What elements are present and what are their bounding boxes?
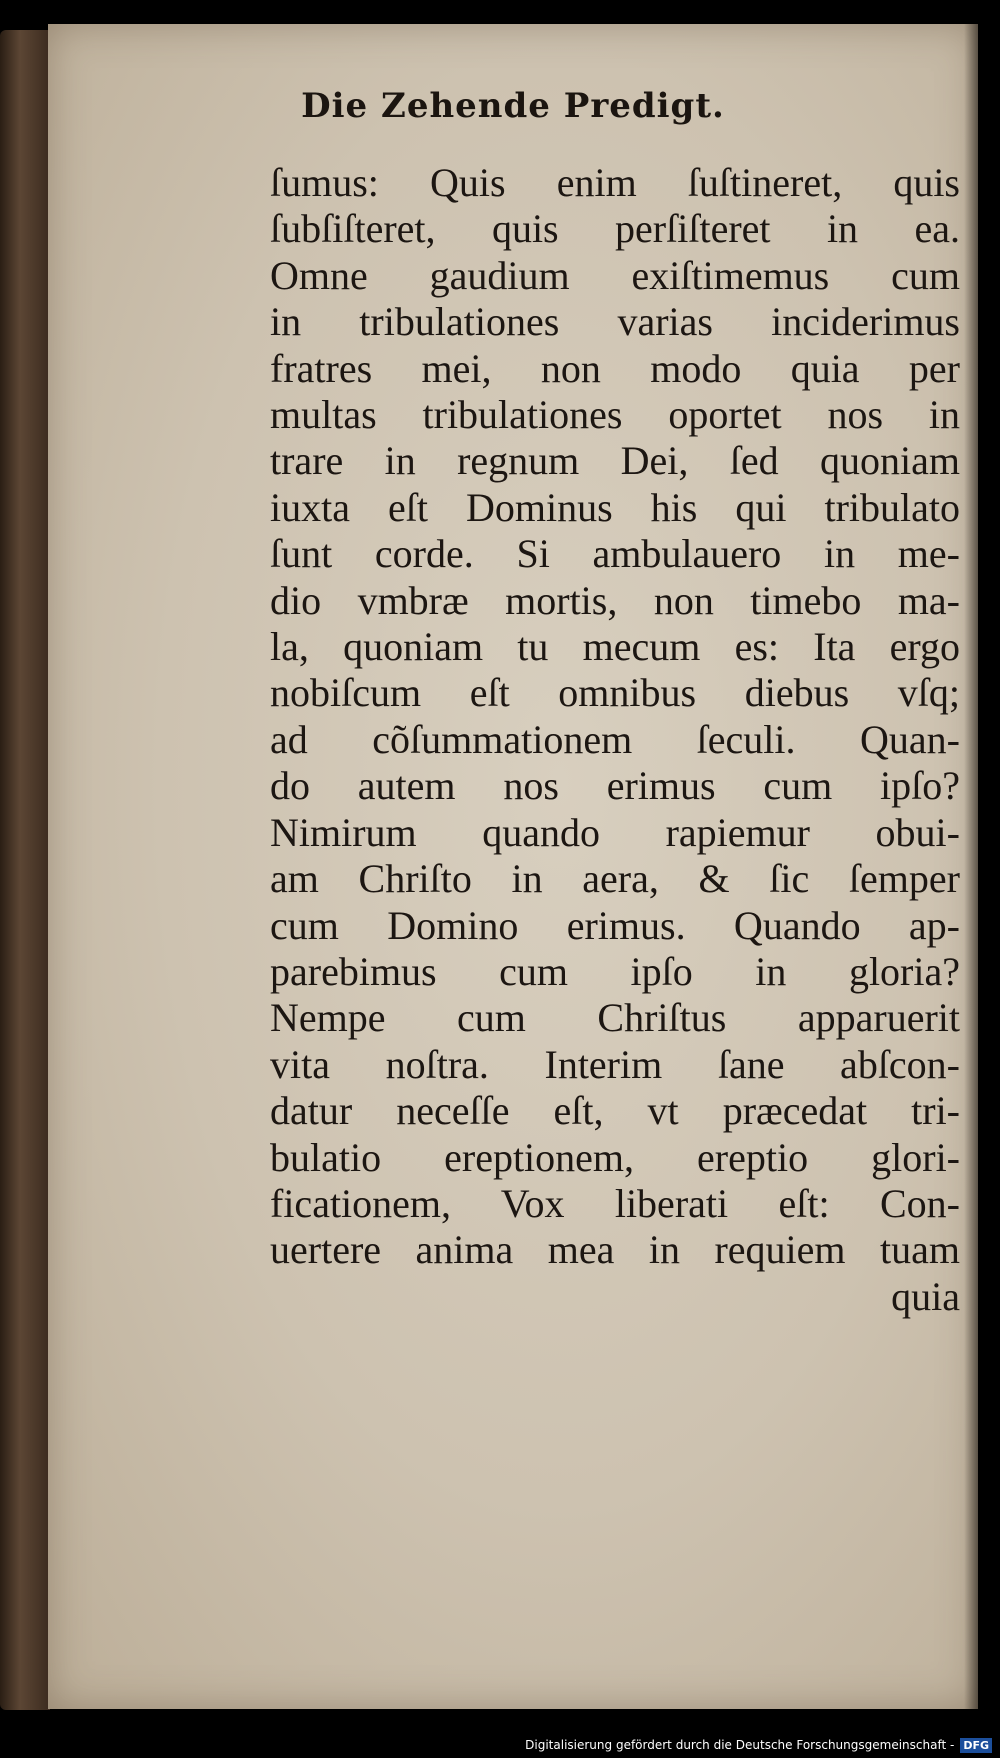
text-line: trare in regnum Dei, ſed quoniam [270, 438, 960, 484]
catchword: quia [891, 1273, 960, 1319]
text-line: iuxta eſt Dominus his qui tribulato [270, 484, 960, 530]
text-line: cum Domino erimus. Quando ap- [270, 902, 960, 948]
text-line: parebimus cum ipſo in gloria? [270, 948, 960, 994]
text-line: ſunt corde. Si ambulauero in me- [270, 531, 960, 577]
text-line: Omne gaudium exiſtimemus cum [270, 252, 960, 298]
text-line: ſumus: Quis enim ſuſtineret, quis [270, 160, 960, 205]
text-line: in tribulationes varias inciderimus [270, 299, 960, 345]
text-line: am Chriſto in aera, & ſic ſemper [270, 856, 960, 902]
text-line: ſubſiſteret, quis perſiſteret in ea. [270, 206, 960, 252]
text-line: la, quoniam tu mecum es: Ita ergo [270, 624, 960, 670]
text-line: do autem nos erimus cum ipſo? [270, 763, 960, 809]
text-line: uertere anima mea in requiem tuam [270, 1227, 960, 1273]
text-line: ad cõſummationem ſeculi. Quan- [270, 716, 960, 762]
running-head: Die Zehende Predigt. [301, 86, 725, 126]
book-spine-edge [0, 30, 50, 1710]
text-line: Nimirum quando rapiemur obui- [270, 809, 960, 855]
text-line: Nempe cum Chriſtus apparuerit [270, 995, 960, 1041]
text-line: nobiſcum eſt omnibus diebus vſq; [270, 670, 960, 716]
digitization-credit-bar [0, 1732, 1000, 1758]
book-page [48, 24, 978, 1709]
text-line: dio vmbræ mortis, non timebo ma- [270, 577, 960, 623]
text-line: ficationem, Vox liberati eſt: Con- [270, 1180, 960, 1226]
text-line: vita noſtra. Interim ſane abſcon- [270, 1041, 960, 1087]
dfg-logo: DFG [960, 1738, 992, 1753]
text-line: datur neceſſe eſt, vt præcedat tri- [270, 1088, 960, 1134]
text-line: bulatio ereptionem, ereptio glori- [270, 1134, 960, 1180]
page-edge-shadow [964, 24, 978, 1709]
digitization-credit: Digitalisierung gefördert durch die Deutsche Forschungsgemeinschaft - [525, 1738, 955, 1752]
text-line: fratres mei, non modo quia per [270, 345, 960, 391]
text-line: multas tribulationes oportet nos in [270, 392, 960, 438]
body-text [270, 160, 960, 1320]
